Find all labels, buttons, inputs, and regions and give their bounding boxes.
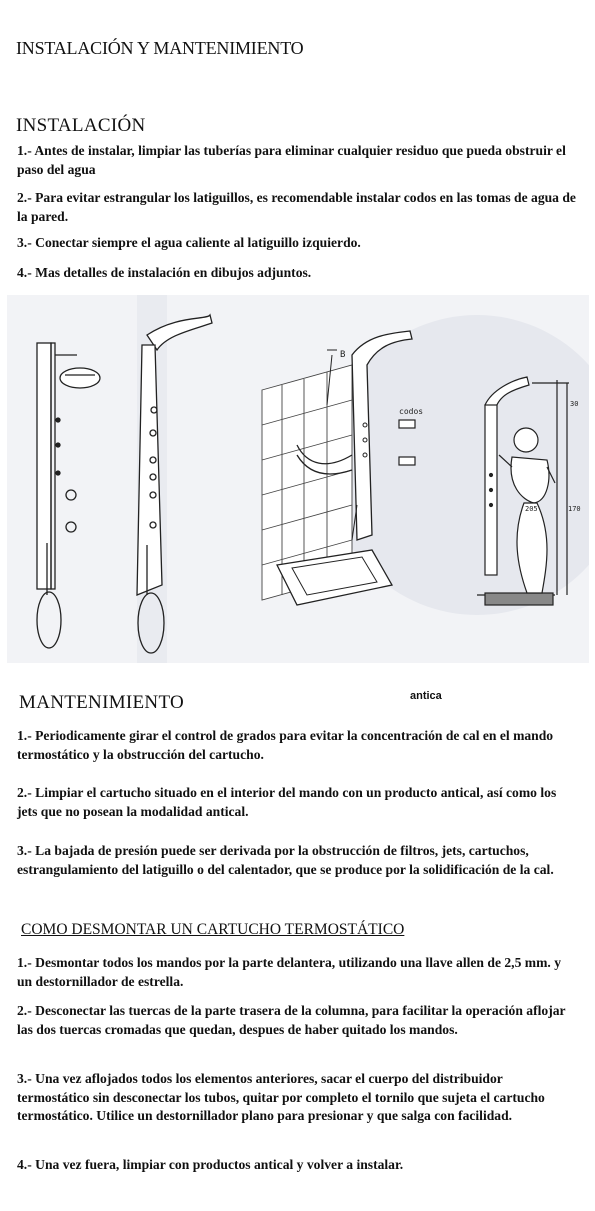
label-dim-30: 30 bbox=[570, 400, 579, 408]
cartridge-heading: COMO DESMONTAR UN CARTUCHO TERMOSTÁTICO bbox=[21, 921, 405, 938]
label-dim-205: 205 bbox=[525, 505, 538, 513]
cartridge-item-2: 2.- Desconectar las tuercas de la parte trasera de la columna, para facilitar la operación aflojar las dos tuercas cromadas que quedan, despues de haber quitado los mandos. bbox=[17, 1003, 566, 1037]
main-title: INSTALACIÓN Y MANTENIMIENTO bbox=[16, 38, 304, 58]
maintenance-item-3: 3.- La bajada de presión puede ser derivada por la obstrucción de filtros, jets, cartuchos, estrangulamiento del latiguillo o del calentador, que se produce por la solidificación de la cal. bbox=[17, 843, 554, 877]
cartridge-item-1: 1.- Desmontar todos los mandos por la parte delantera, utilizando una llave allen de 2,5 mm. y un destornillador de estrella. bbox=[17, 955, 562, 989]
install-item-3: 3.- Conectar siempre el agua caliente al latiguillo izquierdo. bbox=[17, 235, 361, 250]
label-dim-170: 170 bbox=[568, 505, 581, 513]
installation-diagram-drawing bbox=[7, 295, 589, 663]
cartridge-item-3: 3.- Una vez aflojados todos los elementos anteriores, sacar el cuerpo del distribuidor termostático sin desconectar los tubos, quitar por completo el tornilo que sujeta el cartucho termostático. Utilice un destornillador plano para presionar y que salga con facilidad. bbox=[17, 1071, 545, 1123]
maintenance-item-1: 1.- Periodicamente girar el control de grados para evitar la concentración de cal en el mando termostático y la obstrucción del cartucho. bbox=[17, 728, 554, 762]
maintenance-side-note: antica bbox=[410, 690, 442, 702]
install-item-4: 4.- Mas detalles de instalación en dibujos adjuntos. bbox=[17, 265, 312, 280]
shower-panel-front bbox=[37, 343, 100, 648]
installation-heading: INSTALACIÓN bbox=[16, 115, 146, 136]
label-codos: codos bbox=[399, 407, 424, 416]
install-item-2: 2.- Para evitar estrangular los latiguillos, es recomendable instalar codos en las tomas de agua de la pared. bbox=[17, 190, 576, 224]
cartridge-item-4: 4.- Una vez fuera, limpiar con productos antical y volver a instalar. bbox=[17, 1157, 404, 1172]
install-item-1: 1.- Antes de instalar, limpiar las tuberías para eliminar cualquier residuo que pueda obstruir el paso del agua bbox=[17, 143, 566, 177]
label-b: B bbox=[340, 350, 346, 360]
installation-diagram bbox=[7, 295, 589, 663]
maintenance-item-2: 2.- Limpiar el cartucho situado en el interior del mando con un producto antical, así como los jets que no posean la modalidad antical. bbox=[17, 785, 557, 819]
maintenance-heading: MANTENIMIENTO bbox=[19, 692, 185, 713]
